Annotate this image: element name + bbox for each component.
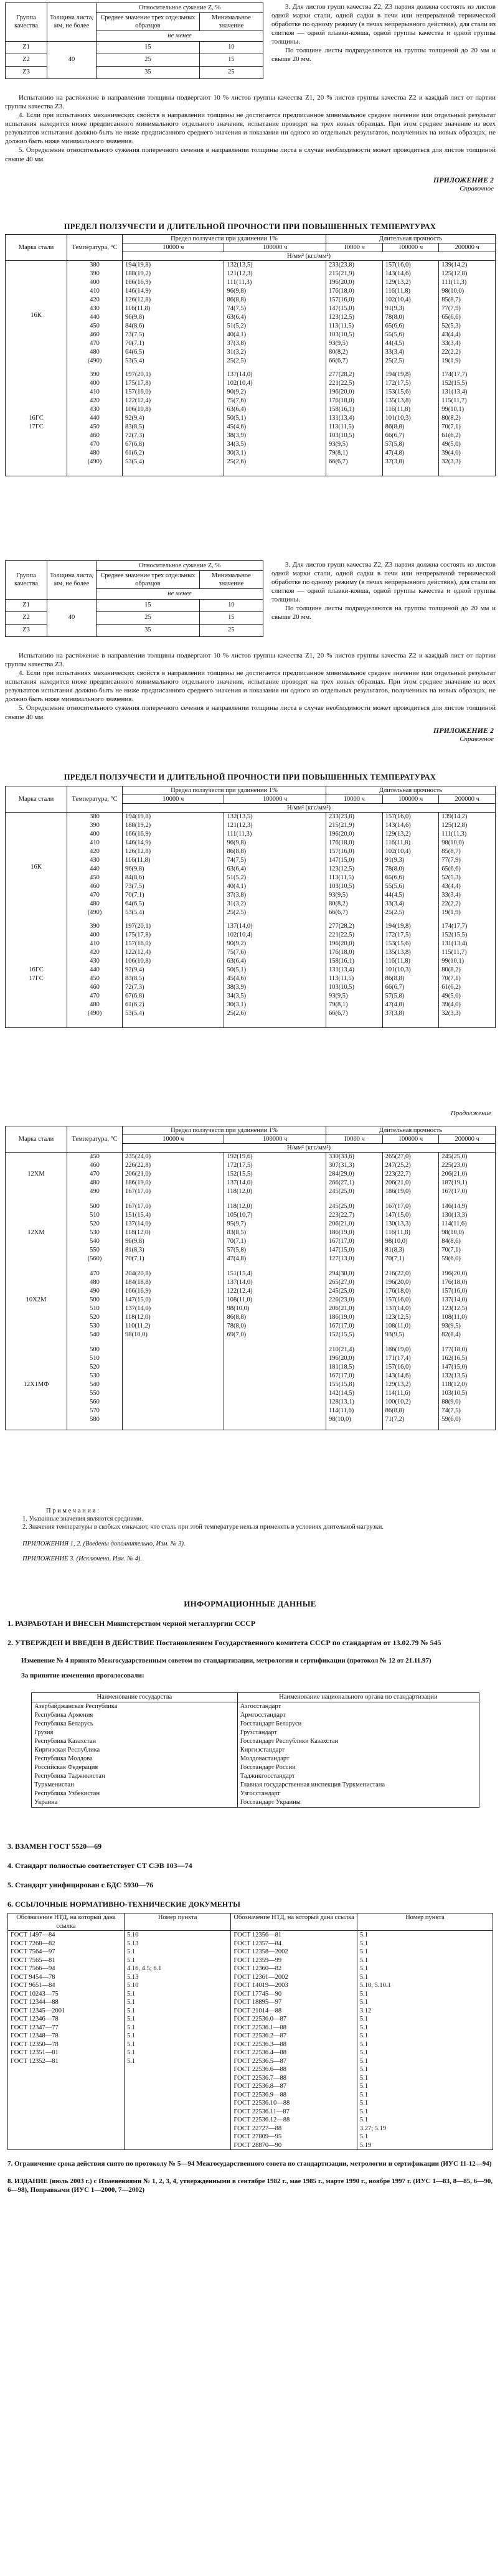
st1-c1: 194(19,8) 188(19,2) 166(16,9) 146(14,9) 126(12,8) 116(11,8) 96(9,8) 84(8,6) 73(7,5) 70(7,1) 64(6,5) 53(5,4)	[123, 261, 224, 370]
st2-unit: Н/мм² (кгс/мм²)	[123, 1144, 496, 1153]
qt1-avg: 15	[97, 41, 200, 54]
qt1-group: Z1	[6, 41, 47, 54]
paragraph: Испытанию на растяжение в направлении толщины подвергают 10 % листов группы качества Z1, 20 % листов группы качества Z2 и каждый лист от партии группы качества Z3.	[5, 94, 496, 111]
st2-steel: 12Х1МФ	[6, 1346, 67, 1430]
st2-h-200000: 200000 ч	[439, 1135, 496, 1144]
states-header: Наименование государства	[32, 1693, 238, 1702]
st1-h-10000: 10000 ч	[123, 243, 224, 252]
ref-header-num-2: Номер пункта	[357, 1913, 493, 1931]
org-item: Армгосстандарт	[240, 1711, 286, 1719]
st2-h-100000: 100000 ч	[224, 1135, 326, 1144]
st1-c1: 197(20,1) 175(17,8) 157(16,0) 122(12,4) 106(10,8) 92(9,4) 83(8,5) 72(7,3) 67(6,8) 61(6,2) 53(5,4)	[123, 370, 224, 476]
st2-c4: 167(17,0) 147(15,0) 130(13,3) 116(11,8) 98(10,0) 81(8,3) 70(7,1)	[382, 1202, 439, 1270]
side-text-2	[271, 560, 496, 622]
ref-right-docs: ГОСТ 12356—81 ГОСТ 12357—84 ГОСТ 12358—2002 ГОСТ 12359—99 ГОСТ 12360—82 ГОСТ 12361—2002 ГОСТ 14019—2003 ГОСТ 17745—90 ГОСТ 18895—97 ГОСТ 21014—88 ГОСТ 22536.0—87 ГОСТ 22536.1—88 ГОСТ 22536.2—87 ГОСТ 22536.3—88 ГОСТ 22536.4—88 ГОСТ 22536.5—87 ГОСТ 22536.6—88 ГОСТ 22536.7—88 ГОСТ 22536.8—87 ГОСТ 22536.9—88 ГОСТ 22536.10—88 ГОСТ 22536.11—87 ГОСТ 22536.12—88 ГОСТ 22727—88 ГОСТ 27809—95 ГОСТ 28870—90	[231, 1931, 357, 2150]
state-item: Киргизская Республика	[34, 1746, 100, 1753]
side-text-1	[271, 2, 496, 64]
st2-c4: 186(19,0) 171(17,4) 157(16,0) 143(14,6) 129(13,2) 114(11,6) 100(10,2) 86(8,8) 71(7,2)	[382, 1346, 439, 1430]
st1-steel: 16К	[6, 261, 67, 370]
qt1-header-min-sub: не менее	[97, 31, 263, 41]
qt2-group: Z2	[6, 611, 47, 624]
ref-left-nums: 5.10 5.13 5.1 5.1 4.16, 4.5; 6.1 5.13 5.10 5.1 5.1 5.1 5.1 5.1 5.1 5.1 5.1 5.1	[124, 1931, 230, 2150]
st2-c2: 151(15,4) 137(14,0) 122(12,4) 108(11,0) 98(10,0) 86(8,8) 78(8,0) 69(7,0)	[224, 1270, 326, 1346]
org-item: Госстандарт Украины	[240, 1798, 301, 1806]
appendix-section-2	[0, 726, 500, 782]
st1-header-creep: Предел ползучести при удлинении 1%	[123, 235, 326, 243]
qt2-min: 15	[199, 611, 263, 624]
qt1-header-relative: Относительное сужение Z, %	[97, 3, 263, 13]
info-item-1: 1. РАЗРАБОТАН И ВНЕСЕН Министерством черной металлургии СССР	[7, 1619, 256, 1628]
st2-c1: 235(24,0) 226(22,8) 206(21,0) 186(19,0) 167(17,0)	[123, 1153, 224, 1202]
st2-h-10000b: 10000 ч	[326, 1135, 382, 1144]
info-item-7: 7. Ограничение срока действия снято по протоколу № 5—94 Межгосударственного совета по стандартизации, метрологии и сертификации (ИУС 11-12—94)	[7, 2160, 492, 2168]
st2-c3: 210(21,4) 196(20,0) 181(18,5) 167(17,0) 155(15,8) 142(14,5) 128(13,1) 114(11,6) 98(10,0)	[326, 1346, 382, 1430]
notes-section	[0, 1507, 500, 1563]
st1-unit: Н/мм² (кгс/мм²)	[123, 252, 496, 261]
st2-c5: 146(14,9) 130(13,3) 114(11,6) 98(10,0) 84(8,6) 70(7,1) 59(6,0)	[439, 1202, 496, 1270]
st2-c1: 167(17,0) 151(15,4) 137(14,0) 118(12,0) 96(9,8) 81(8,3) 70(7,1)	[123, 1202, 224, 1270]
st1-c5: 174(17,7) 152(15,5) 131(13,4) 115(11,7) 99(10,1) 80(8,2) 70(7,1) 61(6,2) 49(5,0) 39(4,0) 32(3,3)	[439, 370, 496, 476]
st2-h-10000: 10000 ч	[123, 1135, 224, 1144]
st1r-c4: 194(19,8) 172(17,5) 153(15,6) 135(13,8) 116(11,8) 101(10,3) 86(8,8) 66(6,7) 57(5,8) 47(4,8) 37(3,8)	[382, 922, 439, 1028]
qt1-header-thickness: Толщина листа, мм, не более	[47, 3, 97, 42]
qt2-avg: 25	[97, 611, 200, 624]
st2-steel: 12ХМ	[6, 1202, 67, 1270]
st2-c2: 118(12,0) 105(10,7) 95(9,7) 83(8,5) 70(7,1) 57(5,8) 47(4,8)	[224, 1202, 326, 1270]
st1r-steel: 16К	[6, 813, 67, 922]
strength-table-1-repeat	[5, 786, 496, 1028]
info-item-4: 4. Стандарт полностью соответствует СТ СЭВ 103—74	[7, 1861, 192, 1870]
qt1-thickness: 40	[47, 41, 97, 78]
st1-c4: 194(19,8) 172(17,5) 153(15,6) 135(13,8) 116(11,8) 101(10,3) 86(8,8) 66(6,7) 57(5,8) 47(4,8) 37(3,8)	[382, 370, 439, 476]
paragraph: 4. Если при испытаниях механических свойств в направлении толщины не достигается предписанное минимальное среднее значение или отдельный результат испытания находится ниже предписанного минимального отдельного значения, испытание проводят на трех новых образцах. При этом среднее значение из всех результатов испытания должно быть не ниже предписанного среднего значения и показания ни одного из отдельных результатов, полученных на новых образцах, не должно быть ниже минимального значения.	[5, 669, 496, 704]
st1-c4: 157(16,0) 143(14,6) 129(13,2) 116(11,8) 102(10,4) 91(9,3) 78(8,0) 65(6,6) 55(5,6) 44(4,5) 33(3,4) 25(2,5)	[382, 261, 439, 370]
st2-c4: 216(22,0) 196(20,0) 176(18,0) 157(16,0) 137(14,0) 123(12,5) 108(11,0) 93(9,5)	[382, 1270, 439, 1346]
st2-c1	[123, 1346, 224, 1430]
st1-temp: 390 400 410 420 430 440 450 460 470 480 (490)	[67, 370, 123, 476]
side-paragraph: По толщине листы подразделяются на группы толщиной до 20 мм и свыше 20 мм.	[271, 605, 496, 621]
qt2-min: 10	[199, 599, 263, 611]
st1r-c3: 233(23,8) 215(21,9) 196(20,0) 176(18,0) 157(16,0) 147(15,0) 123(12,5) 113(11,5) 103(10,5) 93(9,5) 80(8,2) 66(6,7)	[326, 813, 382, 922]
qt2-avg: 35	[97, 624, 200, 636]
st1-temp: 380 390 400 410 420 430 440 450 460 470 480 (490)	[67, 261, 123, 370]
state-item: Республика Таджикистан	[34, 1772, 105, 1780]
st1-c3: 277(28,2) 221(22,5) 196(20,0) 176(18,0) 158(16,1) 131(13,4) 113(11,5) 103(10,5) 93(9,5) 79(8,1) 66(6,7)	[326, 370, 382, 476]
st2-header-durability: Длительная прочность	[326, 1126, 495, 1135]
st2-header-temp: Температура, °С	[67, 1126, 123, 1153]
st1r-h-10000: 10000 ч	[123, 795, 224, 804]
org-item: Азгосстандарт	[240, 1702, 281, 1710]
strength-table-2	[5, 1126, 496, 1430]
qt2-header-min-sub: не менее	[97, 589, 263, 599]
appendix-line: ПРИЛОЖЕНИЕ 3. (Исключено, Изм. № 4).	[22, 1555, 142, 1562]
st2-header-steel: Марка стали	[6, 1126, 67, 1153]
qt2-min: 25	[199, 624, 263, 636]
org-item: Таджикгосстандарт	[240, 1772, 295, 1780]
st1r-temp: 380 390 400 410 420 430 440 450 460 470 480 (490)	[67, 813, 123, 922]
state-item: Российская Федерация	[34, 1763, 98, 1771]
org-item: Молдовастандарт	[240, 1755, 290, 1762]
qt2-header-min: Минимальное значение	[199, 571, 263, 589]
states-list	[32, 1702, 238, 1807]
appendix-line: ПРИЛОЖЕНИЯ 1, 2. (Введены дополнительно, Изм. № 3).	[22, 1540, 186, 1548]
st2-c3: 330(33,6) 307(31,3) 284(29,0) 266(27,1) 245(25,0)	[326, 1153, 382, 1202]
qt1-min: 10	[199, 41, 263, 54]
st2-c1: 204(20,8) 184(18,8) 166(16,9) 147(15,0) 137(14,0) 118(12,0) 110(11,2) 98(10,0)	[123, 1270, 224, 1346]
orgs-header: Наименование национального органа по стандартизации	[237, 1693, 479, 1702]
st2-h-100000b: 100000 ч	[382, 1135, 439, 1144]
st1r-c1: 194(19,8) 188(19,2) 166(16,9) 146(14,9) 126(12,8) 116(11,8) 96(9,8) 84(8,6) 73(7,5) 70(7,1) 64(6,5) 53(5,4)	[123, 813, 224, 922]
state-item: Республика Армения	[34, 1711, 93, 1719]
state-item: Республика Казахстан	[34, 1737, 97, 1745]
st2-c5: 196(20,0) 176(18,0) 157(16,0) 137(14,0) 123(12,5) 108(11,0) 93(9,5) 82(8,4)	[439, 1270, 496, 1346]
st2-temp: 500 510 520 530 540 550 (560)	[67, 1202, 123, 1270]
strength-table-1	[5, 234, 496, 476]
qt1-avg: 35	[97, 66, 200, 78]
st1r-h-10000b: 10000 ч	[326, 795, 382, 804]
org-item: Главная государственная инспекция Туркменистана	[240, 1781, 385, 1788]
state-item: Туркменистан	[34, 1781, 74, 1788]
info-change: Изменение № 4 принято Межгосударственным советом по стандартизации, метрологии и сертификации (протокол № 12 от 21.11.97)	[21, 1657, 432, 1665]
st1-h-200000: 200000 ч	[439, 243, 496, 252]
st1r-h-100000b: 100000 ч	[382, 795, 439, 804]
st2-c4: 265(27,0) 247(25,2) 223(22,7) 206(21,0) 186(19,0)	[382, 1153, 439, 1202]
ref-left-docs: ГОСТ 1497—84 ГОСТ 7268—82 ГОСТ 7564—97 ГОСТ 7565—81 ГОСТ 7566—94 ГОСТ 9454—78 ГОСТ 9651—84 ГОСТ 10243—75 ГОСТ 12344—88 ГОСТ 12345—2001 ГОСТ 12346—78 ГОСТ 12347—77 ГОСТ 12348—78 ГОСТ 12350—78 ГОСТ 12351—81 ГОСТ 12352—81	[8, 1931, 125, 2150]
info-item-8: 8. ИЗДАНИЕ (июль 2003 г.) с Изменениями № 1, 2, 3, 4, утвержденными в сентябре 1982 г., мае 1985 г., марте 1990 г., ноябре 1997 г. (ИУС 1—83, 8—85, 6—90, 6—98), Поправками (ИУС 1—2000, 7—2002)	[7, 2177, 493, 2194]
st1-c5: 139(14,2) 125(12,8) 111(11,3) 98(10,0) 85(8,7) 77(7,9) 65(6,6) 52(5,3) 43(4,4) 33(3,4) 22(2,2) 19(1,9)	[439, 261, 496, 370]
st2-c5: 245(25,0) 225(23,0) 206(21,0) 187(19,1) 167(17,0)	[439, 1153, 496, 1202]
strength-title: ПРЕДЕЛ ПОЛЗУЧЕСТИ И ДЛИТЕЛЬНОЙ ПРОЧНОСТИ ПРИ ПОВЫШЕННЫХ ТЕМПЕРАТУРАХ	[64, 772, 436, 781]
st1r-c5: 174(17,7) 152(15,5) 131(13,4) 115(11,7) 99(10,1) 80(8,2) 70(7,1) 61(6,2) 49(5,0) 39(4,0) 32(3,3)	[439, 922, 496, 1028]
st1-c2: 137(14,0) 102(10,4) 90(9,2) 75(7,6) 63(6,4) 50(5,1) 45(4,6) 38(3,9) 34(3,5) 30(3,1) 25(2,6)	[224, 370, 326, 476]
st1r-c2: 132(13,5) 121(12,3) 111(11,3) 96(9,8) 86(8,8) 74(7,5) 63(6,4) 51(5,2) 40(4,1) 37(3,8) 31(3,2) 25(2,5)	[224, 813, 326, 922]
org-item: Узгосстандарт	[240, 1790, 280, 1797]
st1r-c5: 139(14,2) 125(12,8) 111(11,3) 98(10,0) 85(8,7) 77(7,9) 65(6,6) 52(5,3) 43(4,4) 33(3,4) 22(2,2) 19(1,9)	[439, 813, 496, 922]
info-section-2	[0, 1842, 500, 1909]
st1r-h-200000: 200000 ч	[439, 795, 496, 804]
info-item-3: 3. ВЗАМЕН ГОСТ 5520—69	[7, 1842, 102, 1851]
st2-c5: 177(18,0) 162(16,5) 147(15,0) 132(13,5) 118(12,0) 103(10,5) 88(9,0) 74(7,5) 59(6,0)	[439, 1346, 496, 1430]
st1-steel: 16ГС 17ГС	[6, 370, 67, 476]
note-item: 1. Указанные значения являются средними.	[22, 1516, 143, 1523]
side-paragraph: 3. Для листов групп качества Z2, Z3 партия должна состоять из листов одной марки стали, одной садки в печи или непрерывной термической обработке по одному режиму (в печах непрерывного действия), для стали из слитков — одной плавки-ковша, одной группы качества и одной группы толщины.	[271, 3, 496, 46]
qt1-group: Z3	[6, 66, 47, 78]
st1r-c2: 137(14,0) 102(10,4) 90(9,2) 75(7,6) 63(6,4) 50(5,1) 45(4,6) 38(3,9) 34(3,5) 30(3,1) 25(2,6)	[224, 922, 326, 1028]
refs-table	[7, 1913, 493, 2150]
st1r-c3: 277(28,2) 221(22,5) 196(20,0) 176(18,0) 158(16,1) 131(13,4) 113(11,5) 103(10,5) 93(9,5) 79(8,1) 66(6,7)	[326, 922, 382, 1028]
quality-table-1	[5, 2, 263, 79]
qt2-group: Z3	[6, 624, 47, 636]
st2-temp: 470 480 490 500 510 520 530 540	[67, 1270, 123, 1346]
appendix-section-1	[0, 176, 500, 232]
org-item: Госстандарт России	[240, 1763, 296, 1771]
states-col	[34, 1702, 235, 1807]
info-section	[0, 1599, 500, 1680]
info-section-3	[0, 2159, 500, 2194]
st2-temp: 450 460 470 480 490	[67, 1153, 123, 1202]
appendix-label: ПРИЛОЖЕНИЕ 2	[433, 726, 494, 735]
quality-table-2	[5, 560, 263, 637]
state-item: Грузия	[34, 1729, 54, 1736]
info-voted: За принятие изменения проголосовали:	[21, 1672, 144, 1680]
st2-steel: 12ХМ	[6, 1153, 67, 1202]
qt2-avg: 15	[97, 599, 200, 611]
st1r-c1: 197(20,1) 175(17,8) 157(16,0) 122(12,4) 106(10,8) 92(9,4) 83(8,5) 72(7,3) 67(6,8) 61(6,2) 53(5,4)	[123, 922, 224, 1028]
st1r-header-creep: Предел ползучести при удлинении 1%	[123, 786, 326, 795]
org-item: Госстандарт Беларуси	[240, 1720, 302, 1727]
st1r-header-steel: Марка стали	[6, 786, 67, 813]
body-text-1	[5, 93, 496, 164]
state-item: Азербайджанская Республика	[34, 1702, 118, 1710]
st1-h-10000b: 10000 ч	[326, 243, 382, 252]
qt2-header-relative: Относительное сужение Z, %	[97, 561, 263, 571]
info-item-2: 2. УТВЕРЖДЕН И ВВЕДЕН В ДЕЙСТВИЕ Постановлением Государственного комитета СССР по стандартам от 13.02.79 № 545	[7, 1638, 441, 1648]
ref-header-num: Номер пункта	[124, 1913, 230, 1931]
st1-h-100000: 100000 ч	[224, 243, 326, 252]
body-text-2	[5, 651, 496, 722]
strength-title: ПРЕДЕЛ ПОЛЗУЧЕСТИ И ДЛИТЕЛЬНОЙ ПРОЧНОСТИ ПРИ ПОВЫШЕННЫХ ТЕМПЕРАТУРАХ	[64, 222, 436, 231]
appendix-sub: Справочное	[460, 735, 494, 743]
org-item: Грузстандарт	[240, 1729, 278, 1736]
qt1-header-group: Группа качества	[6, 3, 47, 42]
appendix-sub: Справочное	[460, 185, 494, 192]
st1r-header-durability: Длительная прочность	[326, 786, 495, 795]
st1r-header-temp: Температура, °С	[67, 786, 123, 813]
st1-c2: 132(13,5) 121(12,3) 111(11,3) 96(9,8) 86(8,8) 74(7,5) 63(6,4) 51(5,2) 40(4,1) 37(3,8) 31(3,2) 25(2,5)	[224, 261, 326, 370]
st2-c3: 294(30,0) 265(27,0) 245(25,0) 226(23,0) 206(21,0) 186(19,0) 167(17,0) 152(15,5)	[326, 1270, 382, 1346]
info-item-6: 6. ССЫЛОЧНЫЕ НОРМАТИВНО-ТЕХНИЧЕСКИЕ ДОКУМЕНТЫ	[7, 1900, 240, 1908]
st2-c2: 192(19,6) 172(17,5) 152(15,5) 137(14,0) 118(12,0)	[224, 1153, 326, 1202]
info-item-5: 5. Стандарт унифицирован с БДС 5930—76	[7, 1880, 154, 1889]
orgs-list	[237, 1702, 479, 1807]
qt2-header-avg: Среднее значение трех отдельных образцов	[97, 571, 200, 589]
continuation-label: Продолжение	[450, 1110, 491, 1117]
st1-h-100000b: 100000 ч	[382, 243, 439, 252]
orgs-col	[240, 1702, 476, 1807]
side-paragraph: По толщине листы подразделяются на группы толщиной до 20 мм и свыше 20 мм.	[271, 47, 496, 64]
org-item: Госстандарт Республики Казахстан	[240, 1737, 339, 1745]
st1-header-temp: Температура, °С	[67, 235, 123, 261]
qt2-group: Z1	[6, 599, 47, 611]
states-table	[31, 1692, 479, 1808]
st2-c2	[224, 1346, 326, 1430]
st1-header-durability: Длительная прочность	[326, 235, 495, 243]
qt1-min: 25	[199, 66, 263, 78]
state-item: Украина	[34, 1798, 58, 1806]
qt1-header-avg: Среднее значение трех отдельных образцов	[97, 13, 200, 31]
st2-steel: 10Х2М	[6, 1270, 67, 1346]
st1r-unit: Н/мм² (кгс/мм²)	[123, 804, 496, 813]
notes-title: П р и м е ч а н и я :	[46, 1507, 99, 1514]
paragraph: 5. Определение относительного сужения поперечного сечения в направлении толщины листа в случае необходимости может проводиться для листов толщиной свыше 40 мм.	[5, 146, 496, 163]
qt1-avg: 25	[97, 54, 200, 66]
paragraph: 4. Если при испытаниях механических свойств в направлении толщины не достигается предписанное минимальное среднее значение или отдельный результат испытания находится ниже предписанного минимального отдельного значения, испытание проводят на трех новых образцах. При этом среднее значение из всех результатов испытания должно быть не ниже предписанного среднего значения и показания ни одного из отдельных результатов, полученных на новых образцах, не должно быть ниже минимального значения.	[5, 111, 496, 146]
ref-header-doc-2: Обозначение НТД, на который дана ссылка	[231, 1913, 357, 1931]
st1-header-steel: Марка стали	[6, 235, 67, 261]
side-paragraph: 3. Для листов групп качества Z2, Z3 партия должна состоять из листов одной марки стали, одной садки в печи или непрерывной термической обработке по одному режиму (в печах непрерывного действия), для стали из слитков — одной плавки-ковша, одной группы качества и одной группы толщины.	[271, 561, 496, 604]
org-item: Киргизстандарт	[240, 1746, 285, 1753]
st1-c3: 233(23,8) 215(21,9) 196(20,0) 176(18,0) 157(16,0) 147(15,0) 123(12,5) 113(11,5) 103(10,5) 93(9,5) 80(8,2) 66(6,7)	[326, 261, 382, 370]
qt1-min: 15	[199, 54, 263, 66]
qt1-group: Z2	[6, 54, 47, 66]
st2-temp: 500 510 520 530 540 550 560 570 580	[67, 1346, 123, 1430]
ref-header-doc: Обозначение НТД, на который дана ссылка	[8, 1913, 125, 1931]
qt2-header-group: Группа качества	[6, 561, 47, 600]
st1r-h-100000: 100000 ч	[224, 795, 326, 804]
state-item: Республика Беларусь	[34, 1720, 93, 1727]
paragraph: 5. Определение относительного сужения поперечного сечения в направлении толщины листа в случае необходимости может проводиться для листов толщиной свыше 40 мм.	[5, 704, 496, 721]
appendix-label: ПРИЛОЖЕНИЕ 2	[433, 176, 494, 184]
st2-header-creep: Предел ползучести при удлинении 1%	[123, 1126, 326, 1135]
st1r-steel: 16ГС 17ГС	[6, 922, 67, 1028]
ref-right-nums: 5.1 5.1 5.1 5.1 5.1 5.1 5.10, 5.10.1 5.1 5.1 3.12 5.1 5.1 5.1 5.1 5.1 5.1 5.1 5.1 5.1 5.1 5.1 5.1 5.1 3.27; 5.19 5.1 5.19	[357, 1931, 493, 2150]
state-item: Республика Молдова	[34, 1755, 93, 1762]
qt2-header-thickness: Толщина листа, мм, не более	[47, 561, 97, 600]
qt2-thickness: 40	[47, 599, 97, 636]
state-item: Республика Узбекистан	[34, 1790, 100, 1797]
st2-c3: 245(25,0) 223(22,7) 206(21,0) 186(19,0) 167(17,0) 147(15,0) 127(13,0)	[326, 1202, 382, 1270]
paragraph: Испытанию на растяжение в направлении толщины подвергают 10 % листов группы качества Z1, 20 % листов группы качества Z2 и каждый лист от партии группы качества Z3.	[5, 652, 496, 669]
st1r-temp: 390 400 410 420 430 440 450 460 470 480 (490)	[67, 922, 123, 1028]
info-title: ИНФОРМАЦИОННЫЕ ДАННЫЕ	[184, 1599, 316, 1608]
note-item: 2. Значения температуры в скобках означают, что сталь при этой температуре нельзя применять в условиях длительной нагрузки.	[22, 1524, 384, 1531]
qt1-header-min: Минимальное значение	[199, 13, 263, 31]
st1r-c4: 157(16,0) 143(14,6) 129(13,2) 116(11,8) 102(10,4) 91(9,3) 78(8,0) 65(6,6) 55(5,6) 44(4,5) 33(3,4) 25(2,5)	[382, 813, 439, 922]
